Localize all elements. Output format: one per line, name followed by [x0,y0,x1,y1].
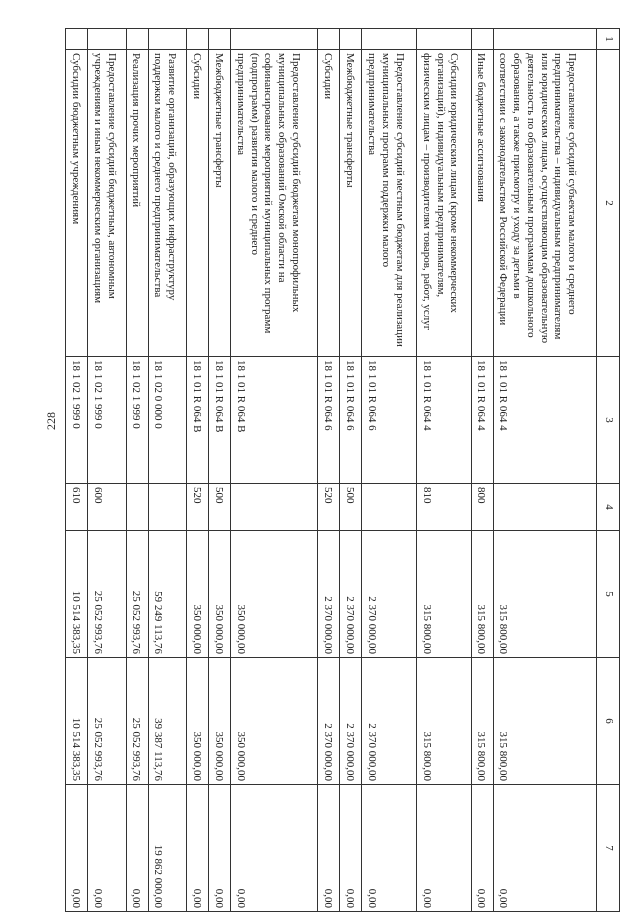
row-value-7: 0,00 [318,785,340,912]
row-col-1 [318,29,340,50]
row-col-1 [493,29,596,50]
row-type: 500 [340,484,362,531]
row-value-5: 315 800,00 [493,531,596,658]
row-type: 800 [471,484,493,531]
row-value-6: 350 000,00 [209,658,231,785]
row-type: 600 [88,484,126,531]
header-col-4: 4 [597,484,620,531]
row-code: 18 1 01 R 064 4 [493,357,596,484]
row-type: 610 [66,484,88,531]
row-value-5: 2 370 000,00 [318,531,340,658]
row-name: Иные бюджетные ассигнования [471,50,493,357]
row-value-5: 25 052 993,76 [126,531,148,658]
row-value-5: 350 000,00 [186,531,208,658]
row-value-7: 0,00 [186,785,208,912]
row-name: Развитие организаций, образующих инфраструктуру поддержки малого и среднего предпринимательства [148,50,186,357]
row-col-1 [209,29,231,50]
row-col-1 [126,29,148,50]
row-value-6: 315 800,00 [417,658,472,785]
row-value-7: 0,00 [66,785,88,912]
table-row [88,29,126,912]
row-col-1 [148,29,186,50]
row-col-1 [186,29,208,50]
row-value-7: 0,00 [209,785,231,912]
row-code: 18 1 01 R 064 4 [471,357,493,484]
row-code: 18 1 02 1 999 0 [66,357,88,484]
header-col-7: 7 [597,785,620,912]
row-value-6: 350 000,00 [231,658,318,785]
row-value-5: 350 000,00 [209,531,231,658]
table-row [126,29,148,912]
row-name: Предоставление субсидий субъектам малого и среднего предпринимательства – индивидуальным предпринимателям или юридическим лицам, осуществляющим образовательную деятельность по образовательным программам дошкольного образования, а также присмотру и уходу за детьми в соответствии с законодательством Российской Федерации [493,50,596,357]
table-row [186,29,208,912]
row-value-7: 0,00 [417,785,472,912]
row-col-1 [417,29,472,50]
row-code: 18 1 01 R 064 6 [340,357,362,484]
row-value-6: 39 387 113,76 [148,658,186,785]
row-type [126,484,148,531]
table-row [66,29,88,912]
row-name: Межбюджетные трансферты [209,50,231,357]
row-value-7: 0,00 [471,785,493,912]
row-value-6: 315 800,00 [471,658,493,785]
row-code: 18 1 02 0 000 0 [148,357,186,484]
row-value-5: 350 000,00 [231,531,318,658]
row-code: 18 1 01 R 064 B [186,357,208,484]
row-code: 18 1 01 R 064 B [231,357,318,484]
header-col-5: 5 [597,531,620,658]
row-name: Субсидии [318,50,340,357]
row-value-7: 0,00 [88,785,126,912]
row-name: Предоставление субсидий бюджетам монопрофильных муниципальных образований Омской области на софинансирование мероприятий муниципальных программ (подпрограмм) развития малого и среднего предпринимательства [231,50,318,357]
row-code: 18 1 01 R 064 6 [362,357,417,484]
table-row [471,29,493,912]
row-name: Предоставление субсидий бюджетным, автономным учреждениям и иным некоммерческим организациям [88,50,126,357]
header-row [597,29,620,912]
row-code: 18 1 02 1 999 0 [126,357,148,484]
row-col-1 [340,29,362,50]
row-code: 18 1 01 R 064 B [209,357,231,484]
header-col-6: 6 [597,658,620,785]
row-type [493,484,596,531]
row-name: Реализация прочих мероприятий [126,50,148,357]
row-type: 810 [417,484,472,531]
table-row [318,29,340,912]
row-value-7: 0,00 [231,785,318,912]
row-value-5: 25 052 993,76 [88,531,126,658]
row-type: 520 [186,484,208,531]
row-value-5: 315 800,00 [471,531,493,658]
row-name: Предоставление субсидий местным бюджетам для реализации муниципальных программ поддержки малого предпринимательства [362,50,417,357]
row-value-5: 315 800,00 [417,531,472,658]
header-col-2: 2 [597,50,620,357]
table-row [362,29,417,912]
row-value-7: 0,00 [126,785,148,912]
row-type [231,484,318,531]
row-name: Субсидии юридическим лицам (кроме некоммерческих организаций), индивидуальным предпринимателям, физическим лицам – производителям товаров, работ, услуг [417,50,472,357]
row-value-7: 19 862 000,00 [148,785,186,912]
budget-table [65,28,620,912]
row-value-7: 0,00 [362,785,417,912]
row-code: 18 1 01 R 064 4 [417,357,472,484]
row-name: Субсидии [186,50,208,357]
row-value-5: 59 249 113,76 [148,531,186,658]
header-col-3: 3 [597,357,620,484]
row-type [362,484,417,531]
row-value-6: 10 514 383,35 [66,658,88,785]
table-row [148,29,186,912]
row-type: 520 [318,484,340,531]
table-row [231,29,318,912]
row-value-6: 2 370 000,00 [318,658,340,785]
row-name: Межбюджетные трансферты [340,50,362,357]
row-code: 18 1 01 R 064 6 [318,357,340,484]
row-type [148,484,186,531]
table-row [209,29,231,912]
row-value-7: 0,00 [493,785,596,912]
row-value-6: 25 052 993,76 [88,658,126,785]
row-value-5: 2 370 000,00 [340,531,362,658]
row-value-5: 2 370 000,00 [362,531,417,658]
row-code: 18 1 02 1 999 0 [88,357,126,484]
row-value-5: 10 514 383,35 [66,531,88,658]
row-value-6: 25 052 993,76 [126,658,148,785]
row-col-1 [231,29,318,50]
row-col-1 [362,29,417,50]
table-row [340,29,362,912]
header-col-1: 1 [597,29,620,50]
row-value-6: 350 000,00 [186,658,208,785]
table-row [493,29,596,912]
row-value-6: 2 370 000,00 [340,658,362,785]
row-col-1 [471,29,493,50]
row-value-6: 315 800,00 [493,658,596,785]
row-col-1 [66,29,88,50]
row-name: Субсидии бюджетным учреждениям [66,50,88,357]
row-value-7: 0,00 [340,785,362,912]
page-number: 228 [44,412,58,430]
row-value-6: 2 370 000,00 [362,658,417,785]
row-col-1 [88,29,126,50]
table-row [417,29,472,912]
row-type: 500 [209,484,231,531]
budget-table-page [65,28,620,908]
